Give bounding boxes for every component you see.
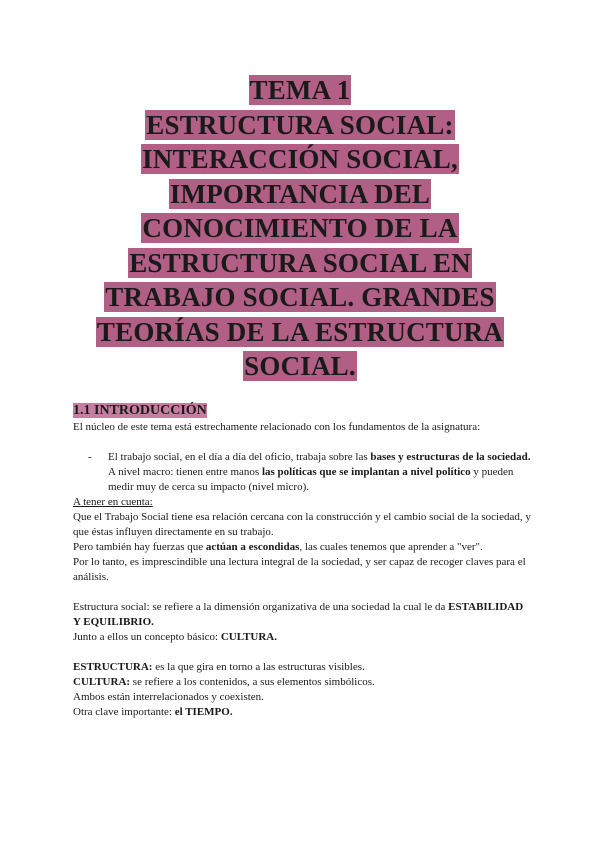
title-line: ESTRUCTURA SOCIAL: (146, 109, 454, 140)
title-line: CONOCIMIENTO DE LA (142, 213, 458, 243)
note-label: A tener en cuenta: (73, 496, 153, 508)
intro-paragraph: El núcleo de este tema está estrechamente relacionado con los fundamentos de la asignatura: (73, 421, 481, 433)
interrelation-line: Ambos están interrelacionados y coexisten. (73, 691, 264, 703)
title-line: TEMA 1 (249, 75, 351, 105)
document-title (0, 73, 600, 384)
structure-definition: Estructura social: se refiere a la dimensión organizativa de una sociedad la cual le da ESTABILIDAD Y EQUILIBRIO. (73, 601, 524, 628)
title-line: TEORÍAS DE LA ESTRUCTURA (96, 316, 504, 347)
title-line: IMPORTANCIA DEL (169, 178, 431, 209)
note-paragraph: Pero también hay fuerzas que actúan a escondidas, las cuales tenemos que aprender a "ver". (73, 541, 483, 553)
section-heading: 1.1 INTRODUCCIÓN (73, 403, 207, 418)
bullet-item: - El trabajo social, en el día a día del oficio, trabaja sobre las bases y estructuras de la sociedad. (88, 451, 531, 463)
document-body (73, 402, 533, 720)
title-line: ESTRUCTURA SOCIAL EN (129, 247, 471, 278)
concept-line: Junto a ellos un concepto básico: CULTURA. (73, 631, 277, 643)
note-paragraph: Por lo tanto, es imprescindible una lectura integral de la sociedad, y ser capaz de recoger claves para el análisis. (73, 556, 526, 583)
bullet-dash: - (88, 451, 92, 463)
estructura-line: ESTRUCTURA: es la que gira en torno a las estructuras visibles. (73, 661, 365, 673)
time-line: Otra clave importante: el TIEMPO. (73, 706, 233, 718)
note-paragraph: Que el Trabajo Social tiene esa relación cercana con la construcción y el cambio social de la sociedad, y que éstas influyen directamente en su trabajo. (73, 511, 531, 538)
bullet-subtext: A nivel macro: tienen entre manos las políticas que se implantan a nivel político y pueden medir muy de cerca su impacto (nivel micro). (108, 466, 514, 493)
cultura-line: CULTURA: se refiere a los contenidos, a sus elementos simbólicos. (73, 676, 375, 688)
title-line: SOCIAL. (244, 351, 356, 381)
title-line: TRABAJO SOCIAL. GRANDES (105, 282, 495, 312)
title-line: INTERACCIÓN SOCIAL, (142, 144, 458, 174)
